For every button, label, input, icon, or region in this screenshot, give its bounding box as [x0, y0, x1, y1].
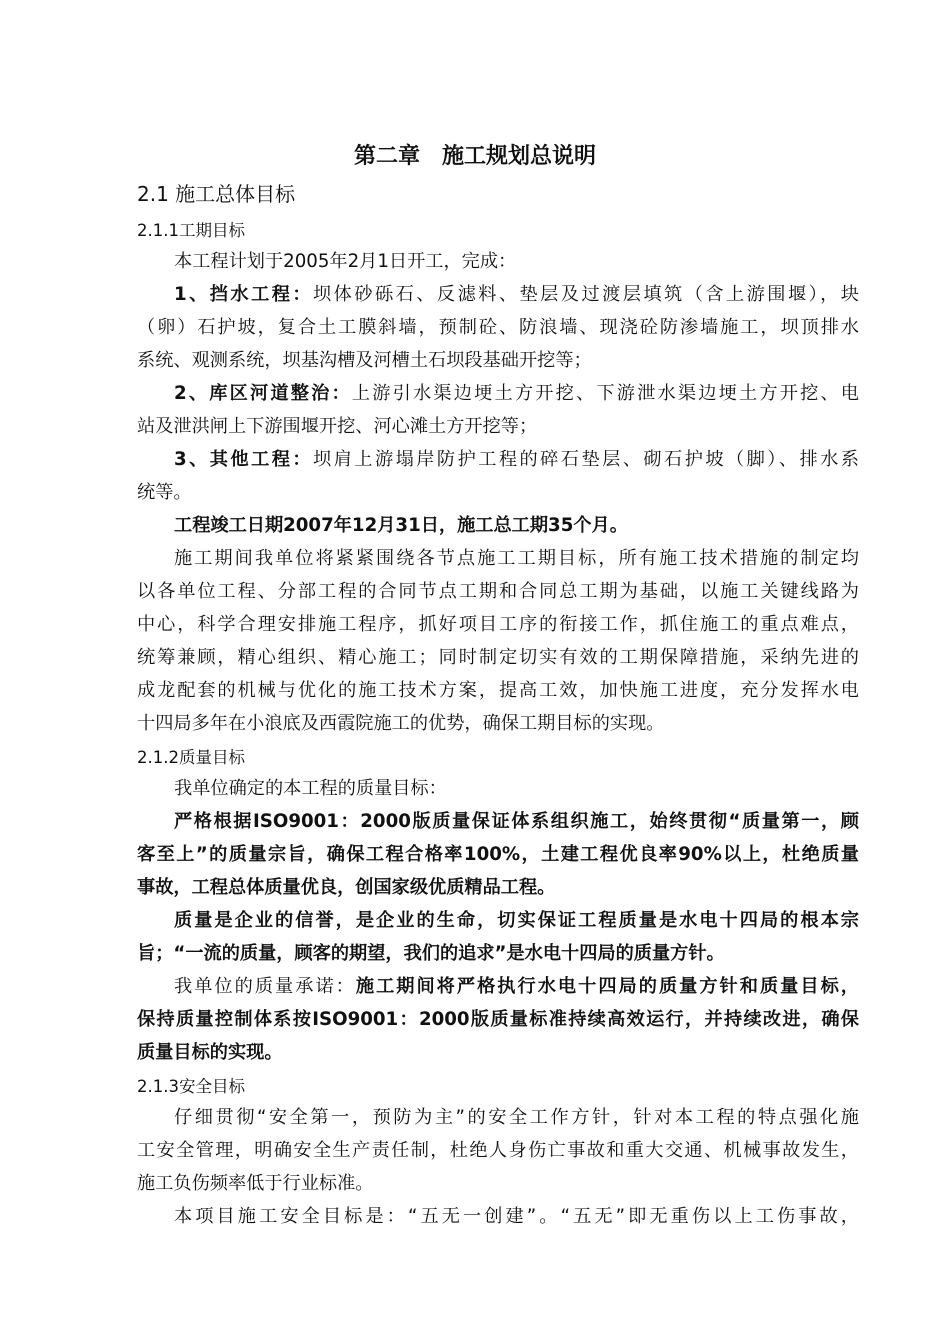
paragraph-line: 事故，工程总体质量优良，创国家级优质精品工程。: [137, 877, 556, 898]
subsection-title-safety: 2.1.3安全目标: [137, 1077, 245, 1096]
item3-line: 统等。: [137, 482, 192, 503]
paragraph-line: 旨；“一流的质量，顾客的期望，我们的追求”是水电十四局的质量方针。: [137, 943, 725, 964]
subsection-title-quality: 2.1.2质量目标: [137, 748, 245, 767]
paragraph-completion-date: 工程竣工日期2007年12月31日，施工总工期35个月。: [174, 515, 628, 536]
paragraph-line: 施工负伤频率低于行业标准。: [137, 1173, 374, 1194]
item3-line: [174, 448, 859, 472]
chapter-title: 第二章 施工规划总说明: [353, 144, 596, 169]
paragraph-line: 十四局多年在小浪底及西霞院施工的优势，确保工期目标的实现。: [137, 713, 665, 734]
subsection-title-schedule: 2.1.1工期目标: [137, 221, 245, 240]
paragraph-line: 我单位确定的本工程的质量目标：: [174, 778, 447, 799]
paragraph-line: 客至上”的质量宗旨，确保工程合格率100%，土建工程优良率90%以上，杜绝质量: [137, 844, 859, 865]
item1-line: （卵）石护坡，复合土工膜斜墙，预制砼、防浪墙、现浇砼防渗墙施工，坝顶排水: [137, 317, 859, 338]
paragraph-line: 工安全管理，明确安全生产责任制，杜绝人身伤亡事故和重大交通、机械事故发生，: [137, 1140, 859, 1161]
paragraph-line: 成龙配套的机械与优化的施工技术方案，提高工效，加快施工进度，充分发挥水电: [137, 680, 859, 701]
item1-text: 坝体砂砾石、反滤料、垫层及过渡层填筑（含上游围堰），块: [313, 284, 859, 305]
item2-line: 站及泄洪闸上下游围堰开挖、河心滩土方开挖等；: [137, 416, 538, 437]
quality-commitment-label: 我单位的质量承诺：: [174, 976, 356, 997]
paragraph-line: 施工期间我单位将紧紧围绕各节点施工工期目标，所有施工技术措施的制定均: [174, 548, 859, 569]
paragraph-line: [174, 975, 859, 999]
quality-commitment-text: 施工期间将严格执行水电十四局的质量方针和质量目标，: [355, 976, 859, 997]
item2-line: [174, 382, 859, 406]
item3-text: 坝肩上游塌岸防护工程的碎石垫层、砌石护坡（脚）、排水系: [313, 449, 859, 470]
paragraph-line: 以各单位工程、分部工程的合同节点工期和合同总工期为基础，以施工关键线路为: [137, 581, 859, 602]
item1-line: [174, 283, 859, 307]
paragraph-line: 质量目标的实现。: [137, 1042, 283, 1063]
item3-label: 3、其他工程：: [174, 449, 314, 470]
paragraph-line: 统筹兼顾，精心组织、精心施工；同时制定切实有效的工期保障措施，采纳先进的: [137, 647, 859, 668]
paragraph-line: 严格根据ISO9001：2000版质量保证体系组织施工，始终贯彻“质量第一，顾: [174, 811, 859, 832]
item1-line: 系统、观测系统，坝基沟槽及河槽土石坝段基础开挖等；: [137, 350, 592, 371]
paragraph-line: 中心，科学合理安排施工程序，抓好项目工序的衔接工作，抓住施工的重点难点，: [137, 614, 859, 635]
item1-label: 1、挡水工程：: [174, 284, 314, 305]
item2-text: 上游引水渠边埂土方开挖、下游泄水渠边埂土方开挖、电: [351, 383, 859, 404]
paragraph-line: 质量是企业的信誉，是企业的生命，切实保证工程质量是水电十四局的根本宗: [174, 910, 859, 931]
section-title: 2.1 施工总体目标: [137, 182, 296, 206]
item2-label: 2、库区河道整治：: [174, 383, 352, 404]
paragraph-line: 仔细贯彻“安全第一，预防为主”的安全工作方针，针对本工程的特点强化施: [174, 1107, 859, 1128]
paragraph-line: 本项目施工安全目标是：“五无一创建”。“五无”即无重伤以上工伤事故，: [174, 1206, 859, 1227]
paragraph-start-date: 本工程计划于2005年2月1日开工，完成：: [174, 251, 517, 272]
paragraph-line: 保持质量控制体系按ISO9001：2000版质量标准持续高效运行，并持续改进，确保: [137, 1009, 859, 1030]
